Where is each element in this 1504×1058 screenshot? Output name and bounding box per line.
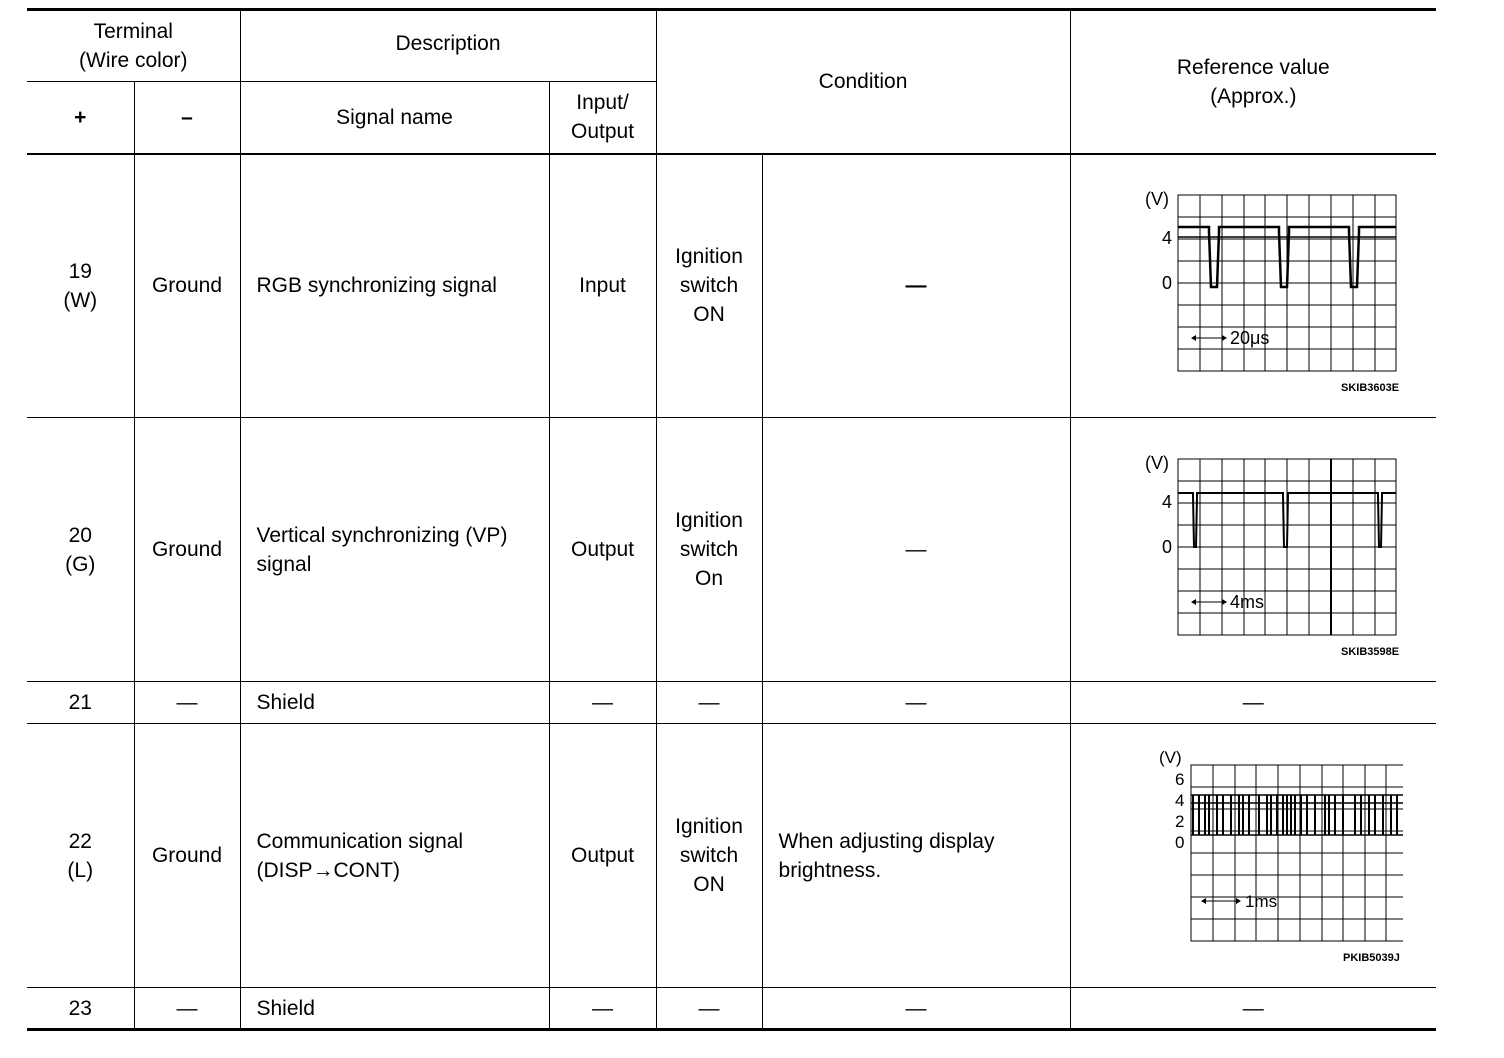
- table-row: [27, 154, 1436, 418]
- terminal-number: 22: [68, 829, 92, 853]
- wave-y-low: 0: [1162, 536, 1173, 557]
- io-cell: Output: [549, 418, 656, 682]
- wave-y-low: 0: [1162, 272, 1173, 293]
- wave-y-0: 0: [1175, 832, 1185, 852]
- signal-line-2: (DISP→CONT): [256, 858, 400, 882]
- approx-label: (Approx.): [1210, 84, 1297, 108]
- reference-value-cell: —: [1070, 682, 1436, 724]
- condition-detail-line-1: When adjusting display: [778, 829, 995, 853]
- terminal-plus-cell: 21: [27, 682, 134, 724]
- terminal-header: [27, 10, 240, 82]
- wire-color: (L): [67, 858, 94, 882]
- condition-cell: [656, 154, 762, 418]
- io-cell: —: [549, 682, 656, 724]
- wave-unit: (V): [1145, 452, 1170, 473]
- condition-header: Condition: [656, 10, 1070, 154]
- io-cell: Output: [549, 724, 656, 988]
- signal-line-2: signal: [256, 552, 312, 576]
- reference-value-label: Reference value: [1176, 55, 1330, 79]
- minus-header: –: [134, 82, 240, 154]
- signal-name-cell: Shield: [240, 682, 549, 724]
- table-row: [27, 724, 1436, 988]
- table-row: [27, 988, 1436, 1030]
- terminal-header-label: Terminal: [93, 20, 173, 43]
- terminal-minus-cell: Ground: [134, 418, 240, 682]
- condition-line-1: Ignition: [675, 245, 743, 269]
- wire-color-header-label: (Wire color): [79, 49, 188, 72]
- wave-y-2: 2: [1175, 811, 1185, 831]
- table-row: [27, 418, 1436, 682]
- wave-timebase: 1ms: [1245, 891, 1278, 911]
- wave-y-6: 6: [1175, 769, 1185, 789]
- reference-value-cell: [1070, 154, 1436, 418]
- wave-unit: (V): [1159, 747, 1182, 767]
- wave-timebase: 4ms: [1230, 591, 1265, 612]
- terminal-plus-cell: 23: [27, 988, 134, 1030]
- condition-detail-cell: —: [762, 154, 1070, 418]
- wave-y-4: 4: [1175, 790, 1185, 810]
- figure-code: PKIB5039J: [1343, 951, 1401, 964]
- condition-cell: —: [656, 988, 762, 1030]
- reference-value-cell: —: [1070, 988, 1436, 1030]
- terminal-reference-table: [27, 8, 1436, 1031]
- condition-detail-cell: [762, 724, 1070, 988]
- condition-line-3: ON: [693, 873, 725, 896]
- reference-value-cell: [1070, 724, 1436, 988]
- terminal-minus-cell: Ground: [134, 724, 240, 988]
- wave-timebase: 20μs: [1230, 327, 1270, 348]
- condition-cell: [656, 724, 762, 988]
- terminal-minus-cell: —: [134, 988, 240, 1030]
- terminal-plus-cell: [27, 724, 134, 988]
- waveform-rgb-sync: [1103, 177, 1403, 395]
- condition-line-2: switch: [679, 844, 739, 867]
- condition-line-3: On: [695, 567, 724, 590]
- wave-y-high: 4: [1162, 227, 1173, 248]
- signal-name-cell: [240, 418, 549, 682]
- reference-value-cell: [1070, 418, 1436, 682]
- signal-line-1: Communication signal: [256, 829, 464, 853]
- condition-line-2: switch: [679, 538, 739, 561]
- condition-line-1: Ignition: [675, 509, 743, 532]
- terminal-plus-cell: [27, 154, 134, 418]
- terminal-number: 19: [68, 259, 92, 283]
- signal-name-cell: [240, 724, 549, 988]
- wire-color: (W): [63, 288, 98, 312]
- terminal-number: 20: [68, 523, 92, 547]
- condition-detail-cell: —: [762, 988, 1070, 1030]
- header-row-1: [27, 10, 1436, 82]
- table-row: [27, 682, 1436, 724]
- io-cell: Input: [549, 154, 656, 418]
- signal-line-1: Vertical synchronizing (VP): [256, 523, 508, 547]
- condition-line-2: switch: [679, 274, 739, 298]
- condition-cell: [656, 418, 762, 682]
- signal-name-cell: RGB synchronizing signal: [240, 154, 549, 418]
- terminal-minus-cell: Ground: [134, 154, 240, 418]
- input-output-header: [549, 82, 656, 154]
- waveform-vertical-sync: [1103, 441, 1403, 659]
- wave-y-high: 4: [1162, 491, 1173, 512]
- condition-detail-cell: —: [762, 682, 1070, 724]
- waveform-communication: [1103, 747, 1403, 965]
- condition-detail-line-2: brightness.: [778, 858, 882, 882]
- wire-color: (G): [65, 552, 96, 576]
- condition-cell: —: [656, 682, 762, 724]
- reference-value-header: [1070, 10, 1436, 154]
- signal-name-header: Signal name: [240, 82, 549, 154]
- terminal-plus-cell: [27, 418, 134, 682]
- io-cell: —: [549, 988, 656, 1030]
- input-output-label-2: Output: [570, 120, 635, 144]
- wave-unit: (V): [1145, 188, 1170, 209]
- signal-name-cell: Shield: [240, 988, 549, 1030]
- description-header: Description: [240, 10, 656, 82]
- input-output-label-1: Input/: [576, 91, 629, 115]
- plus-header: +: [27, 82, 134, 154]
- figure-code: SKIB3598E: [1341, 645, 1400, 658]
- figure-code: SKIB3603E: [1341, 381, 1400, 394]
- condition-line-1: Ignition: [675, 815, 743, 838]
- terminal-minus-cell: —: [134, 682, 240, 724]
- condition-line-3: ON: [693, 303, 725, 327]
- condition-detail-cell: —: [762, 418, 1070, 682]
